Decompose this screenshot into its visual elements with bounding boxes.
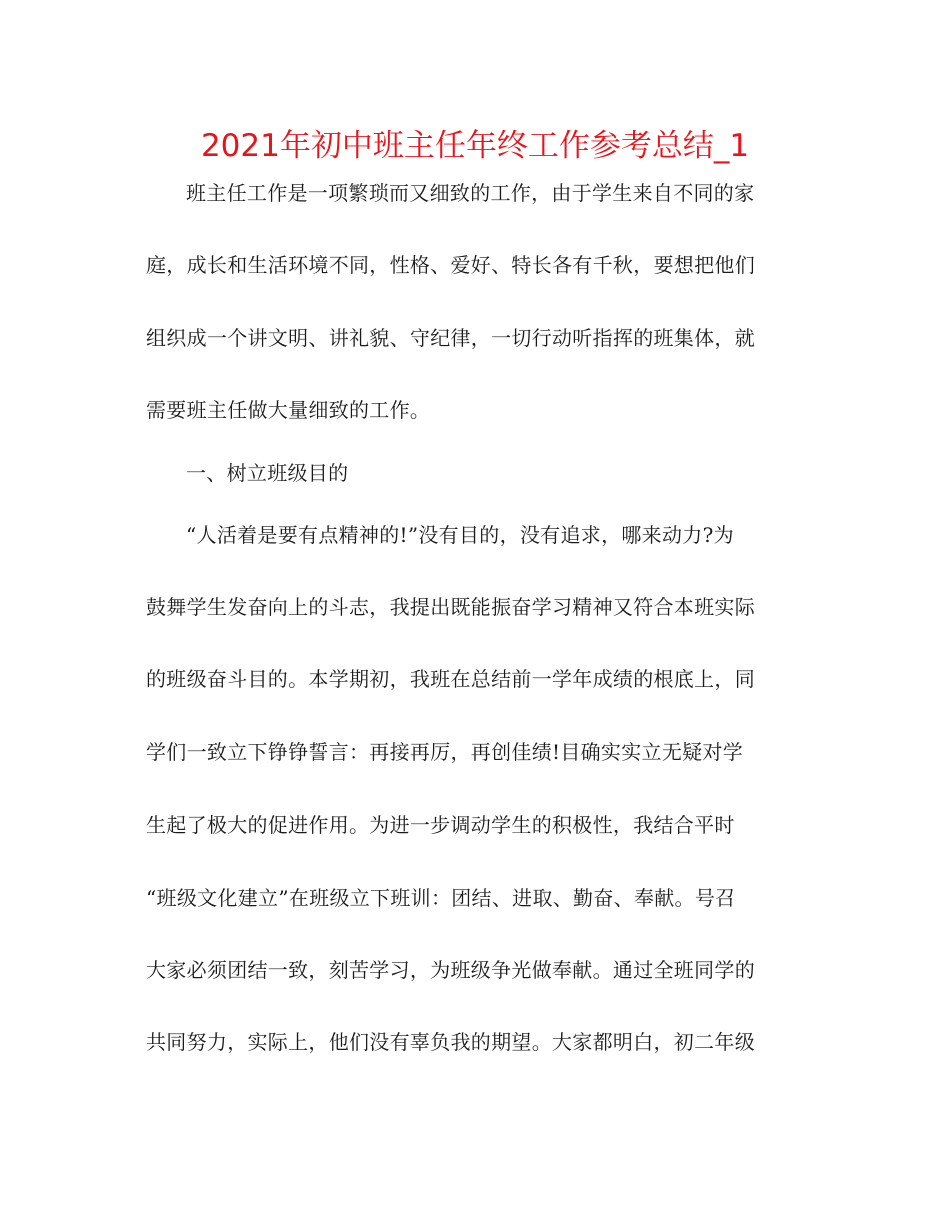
paragraph-line: 大家必须团结一致，刻苦学习，为班级争光做奉献。通过全班同学的 — [146, 958, 755, 982]
paragraph-line: 庭，成长和生活环境不同，性格、爱好、特长各有千秋，要想把他们 — [146, 253, 755, 277]
paragraph-line: 生起了极大的促进作用。为进一步调动学生的积极性，我结合平时 — [146, 813, 735, 837]
paragraph-line: “人活着是要有点精神的!”没有目的，没有追求，哪来动力?为 — [186, 523, 734, 547]
paragraph-line: 班主任工作是一项繁琐而又细致的工作，由于学生来自不同的家 — [186, 181, 755, 205]
paragraph-line: 组织成一个讲文明、讲礼貌、守纪律，一切行动听指挥的班集体，就 — [146, 326, 755, 350]
paragraph-line: 学们一致立下铮铮誓言：再接再厉，再创佳绩!目确实实立无疑对学 — [146, 740, 744, 764]
document-title: 2021年初中班主任年终工作参考总结_1 — [200, 128, 750, 164]
section-heading: 一、树立班级目的 — [186, 461, 349, 485]
paragraph-line: 需要班主任做大量细致的工作。 — [146, 398, 431, 422]
paragraph-line: 鼓舞学生发奋向上的斗志，我提出既能振奋学习精神又符合本班实际 — [146, 595, 755, 619]
paragraph-line: 共同努力，实际上，他们没有辜负我的期望。大家都明白，初二年级 — [146, 1030, 755, 1054]
paragraph-line: “班级文化建立”在班级立下班训：团结、进取、勤奋、奉献。号召 — [146, 886, 736, 910]
paragraph-line: 的班级奋斗目的。本学期初，我班在总结前一学年成绩的根底上，同 — [146, 667, 755, 691]
